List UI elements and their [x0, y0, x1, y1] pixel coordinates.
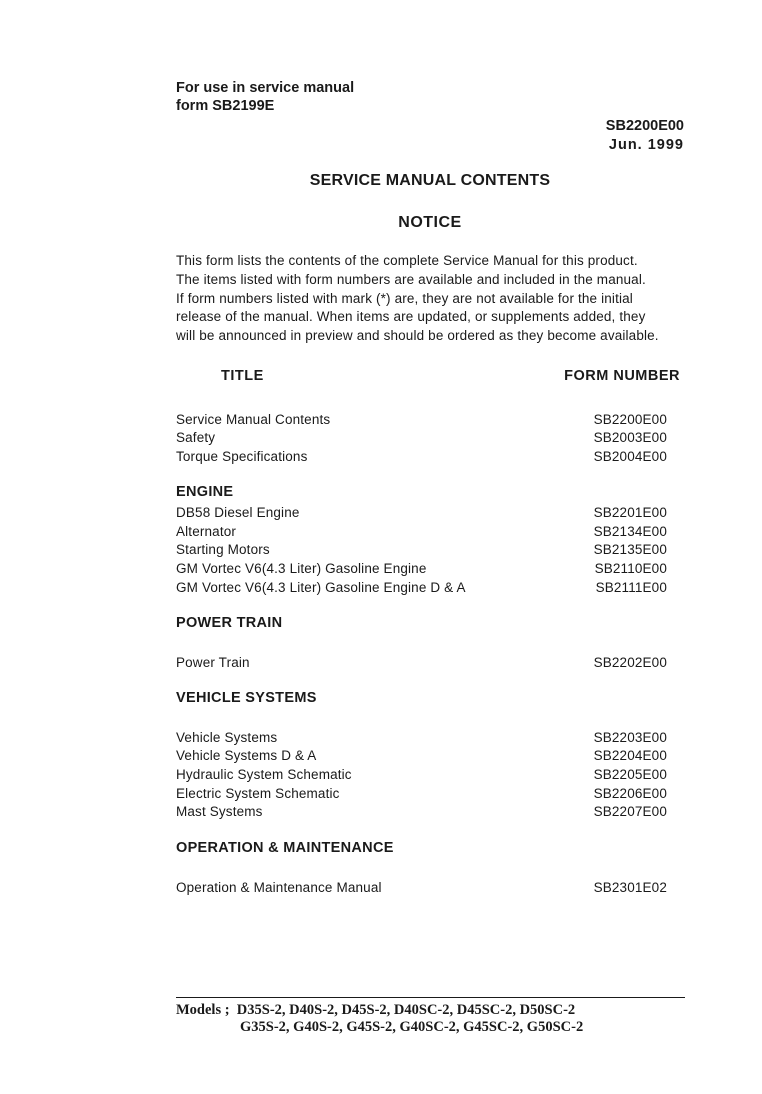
item-form-number: SB2110E00 [594, 561, 667, 576]
item-form-number: SB2204E00 [593, 748, 667, 763]
section-heading-engine: ENGINE [176, 484, 234, 500]
item-form-number: SB2207E00 [593, 804, 667, 819]
item-title: Service Manual Contents [176, 412, 331, 427]
contents-row [176, 802, 667, 821]
page-title: SERVICE MANUAL CONTENTS [309, 172, 551, 189]
notice-line: If form numbers listed with mark (*) are, they are not available for the initial [176, 290, 633, 306]
section-heading-operation-maintenance: OPERATION & MAINTENANCE [176, 840, 394, 856]
item-title: Torque Specifications [176, 449, 308, 464]
item-form-number: SB2111E00 [595, 580, 667, 595]
issue-date: Jun. 1999 [608, 137, 684, 153]
footer-divider [176, 997, 685, 998]
contents-row [176, 522, 667, 541]
notice-heading: NOTICE [398, 214, 462, 231]
item-form-number: SB2200E00 [593, 412, 667, 427]
notice-line: The items listed with form numbers are available and included in the manual. [176, 271, 646, 287]
item-form-number: SB2206E00 [593, 786, 667, 801]
item-title: Mast Systems [176, 804, 263, 819]
contents-row [176, 765, 667, 784]
item-title: Electric System Schematic [176, 786, 340, 801]
contents-row [176, 447, 667, 466]
usage-note-line-1: For use in service manual [176, 80, 355, 96]
contents-row [176, 878, 667, 897]
models-line-2: G35S-2, G40S-2, G45S-2, G40SC-2, G45SC-2, G50SC-2 [240, 1018, 584, 1035]
item-title: Hydraulic System Schematic [176, 767, 352, 782]
item-title: Vehicle Systems D & A [176, 748, 317, 763]
item-title: GM Vortec V6(4.3 Liter) Gasoline Engine [176, 561, 427, 576]
item-form-number: SB2205E00 [593, 767, 667, 782]
contents-row [176, 559, 667, 578]
item-form-number: SB2202E00 [593, 655, 667, 670]
item-form-number: SB2203E00 [593, 730, 667, 745]
item-form-number: SB2301E02 [593, 880, 667, 895]
models-line-1: Models ; D35S-2, D40S-2, D45S-2, D40SC-2, D45SC-2, D50SC-2 [176, 1002, 576, 1018]
models-list [176, 1002, 583, 1035]
usage-note [176, 79, 354, 115]
form-identifier [606, 117, 684, 155]
usage-note-line-2: form SB2199E [176, 98, 275, 114]
item-title: GM Vortec V6(4.3 Liter) Gasoline Engine D & A [176, 580, 466, 595]
column-header-form-number: FORM NUMBER [564, 368, 680, 384]
notice-line: release of the manual. When items are updated, or supplements added, they [176, 309, 646, 325]
item-title: Operation & Maintenance Manual [176, 880, 382, 895]
notice-body [176, 252, 696, 346]
form-number: SB2200E00 [605, 118, 684, 134]
contents-row [176, 503, 667, 522]
section-heading-vehicle-systems: VEHICLE SYSTEMS [176, 690, 317, 706]
item-title: Safety [176, 430, 216, 445]
item-title: DB58 Diesel Engine [176, 505, 300, 520]
notice-line: This form lists the contents of the complete Service Manual for this product. [176, 253, 638, 268]
item-title: Starting Motors [176, 542, 270, 557]
item-form-number: SB2134E00 [593, 524, 667, 539]
item-form-number: SB2201E00 [593, 505, 667, 520]
item-form-number: SB2135E00 [593, 542, 667, 557]
item-form-number: SB2003E00 [593, 430, 667, 445]
contents-row [176, 410, 667, 429]
item-title: Vehicle Systems [176, 730, 278, 745]
section-heading-power-train: POWER TRAIN [176, 615, 283, 631]
contents-row [176, 728, 667, 747]
contents-row [176, 428, 667, 447]
item-title: Power Train [176, 655, 250, 670]
contents-row [176, 784, 667, 803]
contents-row [176, 746, 667, 765]
column-header-title: TITLE [221, 368, 264, 384]
notice-line: will be announced in preview and should be ordered as they become available. [176, 328, 659, 344]
item-form-number: SB2004E00 [593, 449, 667, 464]
item-title: Alternator [176, 524, 237, 539]
contents-row [176, 653, 667, 672]
contents-row [176, 578, 667, 597]
contents-row [176, 540, 667, 559]
